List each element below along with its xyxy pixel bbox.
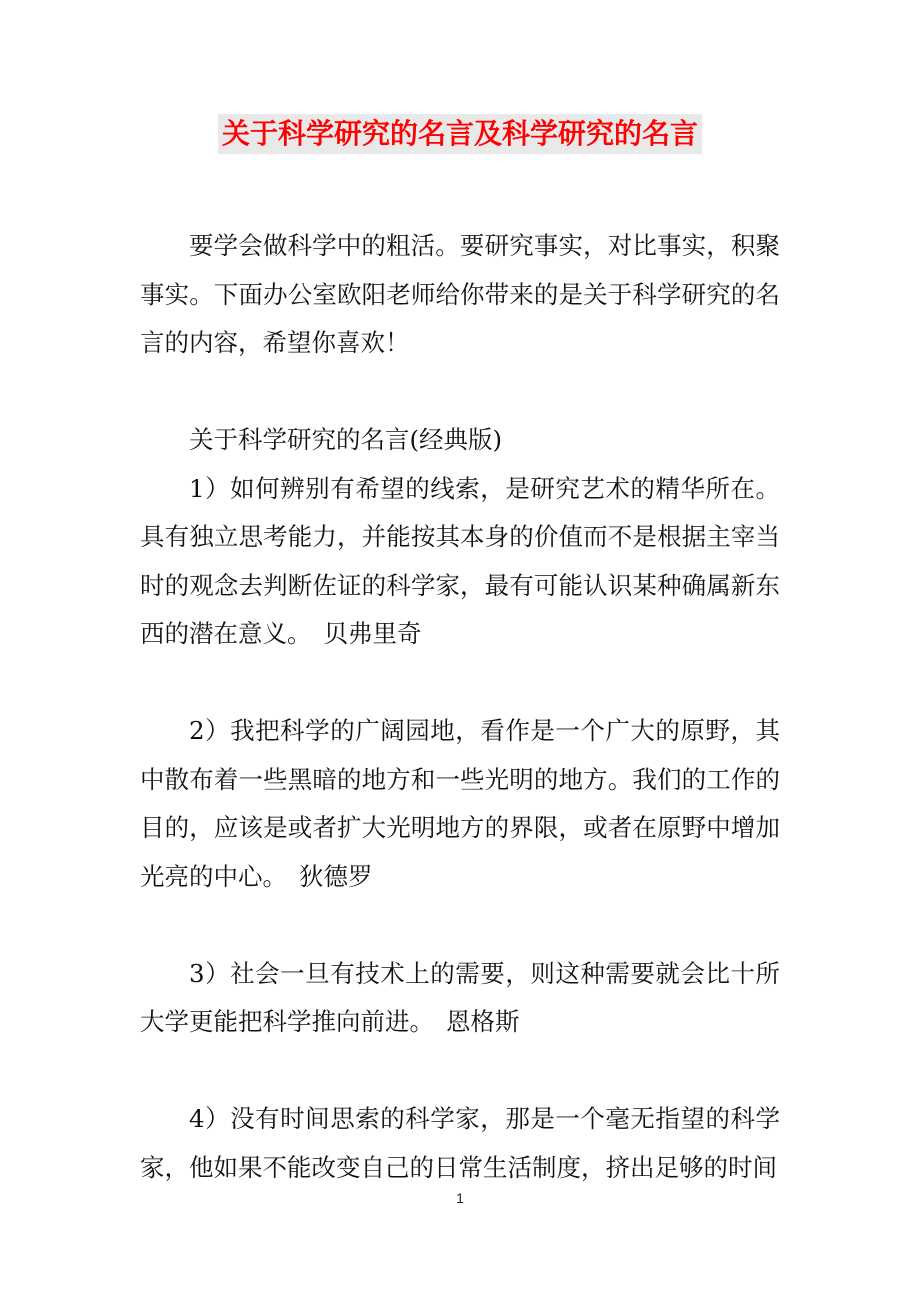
paragraph-spacer: [140, 368, 780, 417]
page-number: 1: [456, 1190, 464, 1206]
intro-paragraph: 要学会做科学中的粗活。要研究事实，对比事实，积聚事实。下面办公室欧阳老师给你带来的是关于科学研究的名言的内容，希望你喜欢！: [140, 231, 780, 357]
quote-paragraph: [140, 707, 780, 901]
quote-author: 狄德罗: [299, 861, 373, 891]
quote-author: 贝弗里奇: [323, 619, 422, 648]
title-container: [0, 114, 920, 154]
document-body: [140, 222, 780, 1192]
section-heading: 关于科学研究的名言(经典版): [189, 425, 503, 454]
document-title: 关于科学研究的名言及科学研究的名言: [218, 114, 702, 154]
quote-paragraph: [140, 465, 780, 659]
quote-text: 4）没有时间思索的科学家，那是一个毫无指望的科学家，他如果不能改变自己的日常生活制度，挤出足够的时间: [140, 1104, 780, 1182]
paragraph-spacer: [140, 901, 780, 950]
quote-paragraph: [140, 1095, 780, 1192]
paragraph-spacer: [140, 1047, 780, 1096]
quote-text: 1）如何辨别有希望的线索，是研究艺术的精华所在。具有独立思考能力，并能按其本身的价值而不是根据主宰当时的观念去判断佐证的科学家，最有可能认识某种确属新东西的潜在意义。: [140, 473, 780, 648]
quote-author: 恩格斯: [446, 1007, 520, 1036]
quote-text: 3）社会一旦有技术上的需要，则这种需要就会比十所大学更能把科学推向前进。: [140, 958, 780, 1036]
quote-paragraph: [140, 950, 780, 1047]
paragraph-spacer: [140, 659, 780, 708]
quote-text: 2）我把科学的广阔园地，看作是一个广大的原野，其中散布着一些黑暗的地方和一些光明的地方。我们的工作的目的，应该是或者扩大光明地方的界限，或者在原野中增加光亮的中心。: [140, 716, 780, 891]
